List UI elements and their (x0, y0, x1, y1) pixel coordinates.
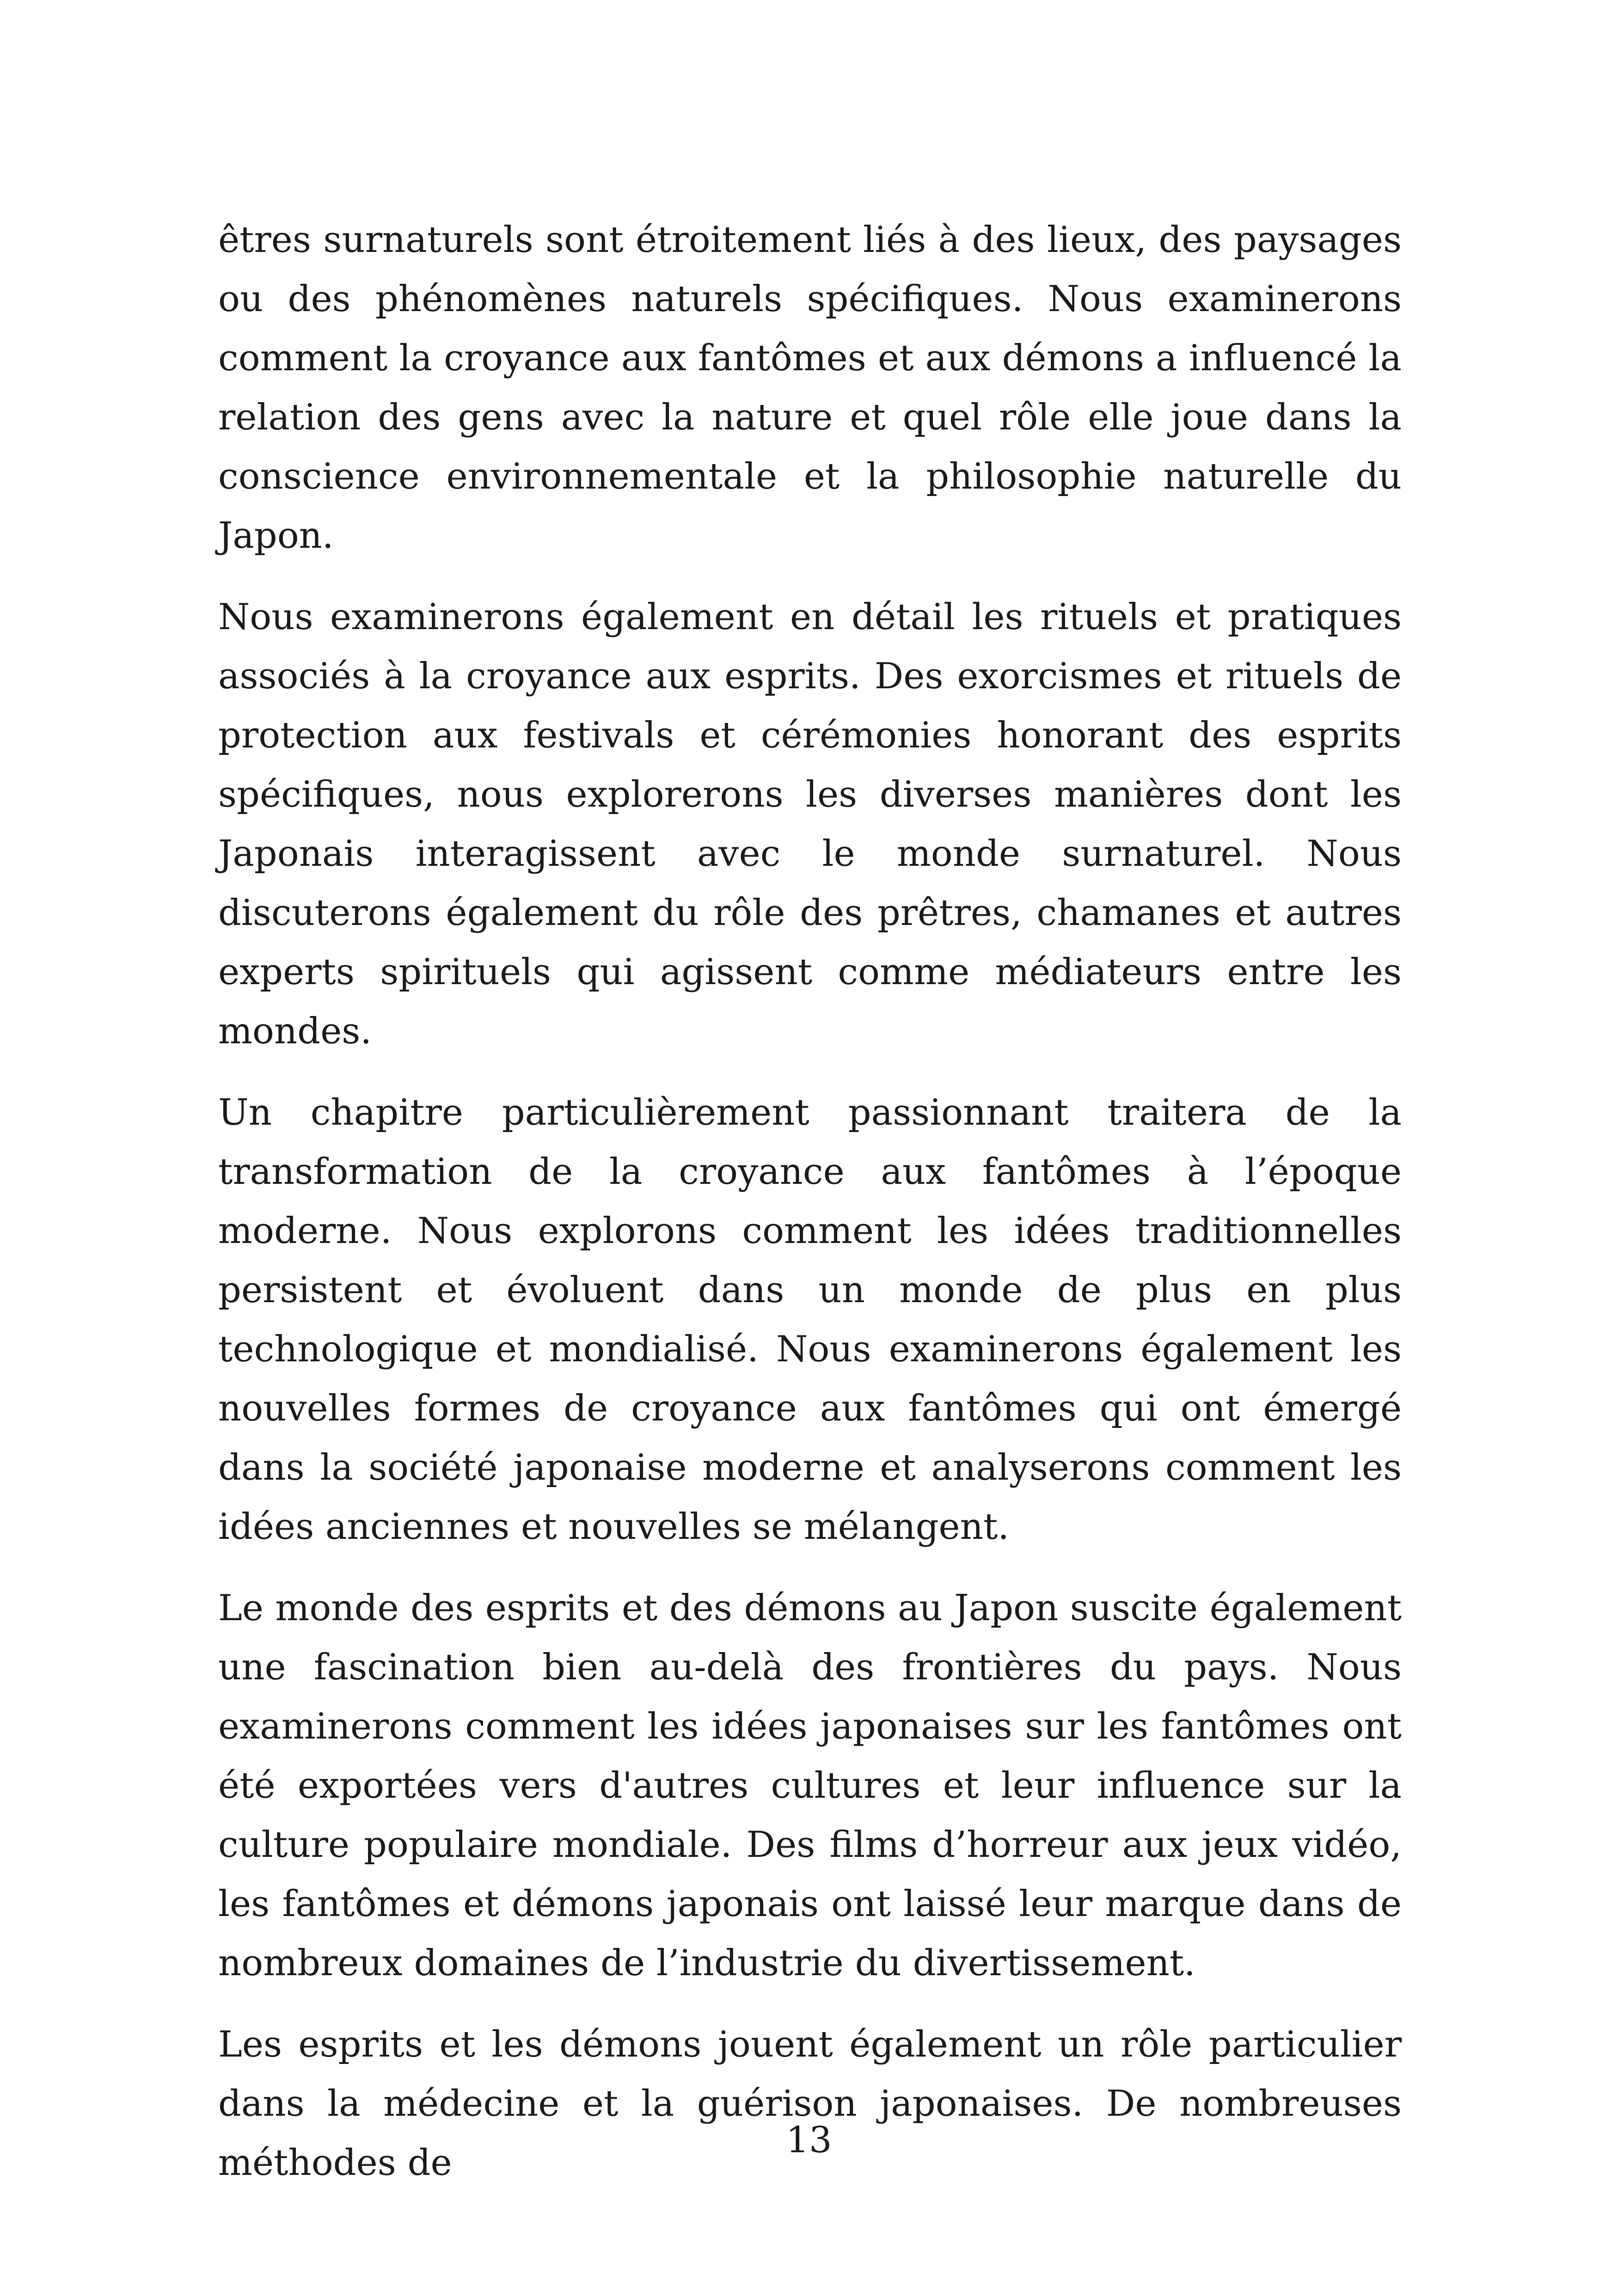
paragraph-5: Les esprits et les démons jouent également un rôle particulier dans la médecine et la guérison japonaises. De nombreuses méthodes de (218, 2024, 1402, 2184)
paragraph-2: Nous examinerons également en détail les rituels et pratiques associés à la croyance aux esprits. Des exorcismes et rituels de protection aux festivals et cérémonies honorant des esprits spécifiques, nous explorerons les diverses manières dont les Japonais interagissent avec le monde surnaturel. Nous discuterons également du rôle des prêtres, chamanes et autres experts spirituels qui agissent comme médiateurs entre les mondes. (218, 596, 1402, 1052)
body-text (218, 210, 1402, 2215)
paragraph-3: Un chapitre particulièrement passionnant traitera de la transformation de la croyance aux fantômes à l’époque moderne. Nous explorons comment les idées traditionnelles persistent et évoluent dans un monde de plus en plus technologique et mondialisé. Nous examinerons également les nouvelles formes de croyance aux fantômes qui ont émergé dans la société japonaise moderne et analyserons comment les idées anciennes et nouvelles se mélangent. (218, 1092, 1402, 1548)
paragraph-1: êtres surnaturels sont étroitement liés à des lieux, des paysages ou des phénomènes naturels spécifiques. Nous examinerons comment la croyance aux fantômes et aux démons a influencé la relation des gens avec la nature et quel rôle elle joue dans la conscience environnementale et la philosophie naturelle du Japon. (218, 219, 1402, 557)
page-number: 13 (786, 2119, 832, 2161)
paragraph-4: Le monde des esprits et des démons au Japon suscite également une fascination bien au-delà des frontières du pays. Nous examinerons comment les idées japonaises sur les fantômes ont été exportées vers d'autres cultures et leur influence sur la culture populaire mondiale. Des films d’horreur aux jeux vidéo, les fantômes et démons japonais ont laissé leur marque dans de nombreux domaines de l’industrie du divertissement. (218, 1587, 1402, 1984)
